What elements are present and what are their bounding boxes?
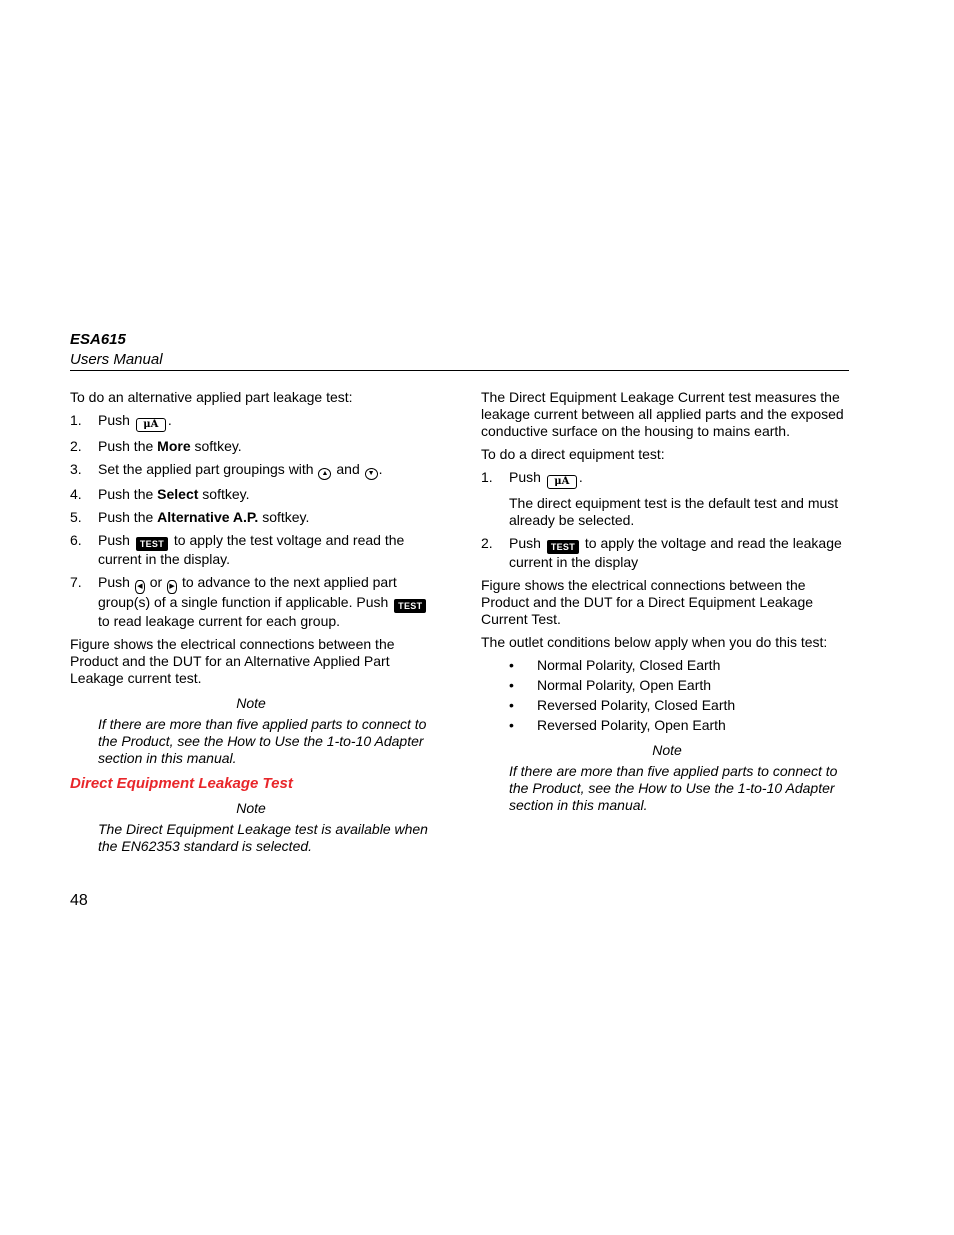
- step-text: and: [336, 461, 360, 477]
- note-title: Note: [236, 695, 266, 711]
- bullet-icon: •: [509, 677, 514, 693]
- list-item: [481, 677, 853, 694]
- step-text: Push: [98, 532, 130, 548]
- step-number: 7.: [70, 574, 82, 590]
- step-6: [70, 532, 432, 568]
- down-arrow-key-icon: ▼: [365, 468, 378, 480]
- figure-reference: Figure shows the electrical connections between the Product and the DUT for a Direct Equipment Leakage Current Test.: [481, 577, 814, 627]
- ua-key-icon: μA: [547, 475, 577, 489]
- test-key-icon: TEST: [547, 540, 579, 554]
- step-5: [70, 509, 432, 526]
- softkey-name: More: [157, 438, 191, 454]
- step-text: Push the: [98, 486, 158, 502]
- direct-test-intro: The Direct Equipment Leakage Current test measures the leakage current between all applied parts and the exposed conductive surface on the housing to mains earth.: [481, 389, 844, 439]
- step-text: Push: [509, 469, 541, 485]
- step-number: 3.: [70, 461, 82, 477]
- step-text: to apply the test voltage and read the current in the display.: [98, 532, 405, 567]
- note-text: If there are more than five applied parts to connect to the Product, see the How to Use the 1-to-10 Adapter section in this manual.: [98, 716, 427, 766]
- test-key-icon: TEST: [394, 599, 426, 613]
- page-number: 48: [70, 892, 88, 909]
- product-model: ESA615: [70, 331, 126, 348]
- step-number: 1.: [70, 412, 82, 428]
- step-number: 2.: [481, 535, 493, 551]
- step-text: .: [578, 469, 583, 485]
- step-text: softkey.: [258, 509, 310, 525]
- step-text: Push: [509, 535, 541, 551]
- note-text: The Direct Equipment Leakage test is available when the EN62353 standard is selected.: [98, 821, 428, 854]
- bullet-icon: •: [509, 657, 514, 673]
- alt-test-steps: [70, 412, 432, 630]
- up-arrow-key-icon: ▲: [318, 468, 331, 480]
- step-text: to read leakage current for each group.: [98, 613, 341, 629]
- right-column: [481, 389, 853, 820]
- step-7: [70, 574, 432, 630]
- section-heading: Direct Equipment Leakage Test: [70, 775, 293, 792]
- direct-test-steps: [481, 469, 853, 489]
- note-title: Note: [652, 742, 682, 758]
- step-text: Set the applied part groupings with: [98, 461, 314, 477]
- step-number: 6.: [70, 532, 82, 548]
- note-title: Note: [236, 800, 266, 816]
- list-item-text: Reversed Polarity, Closed Earth: [537, 697, 736, 713]
- bullet-icon: •: [509, 717, 514, 733]
- list-item: [481, 697, 853, 714]
- test-key-icon: TEST: [136, 537, 168, 551]
- step-1: [481, 469, 853, 489]
- bullet-icon: •: [509, 697, 514, 713]
- step-text: softkey.: [198, 486, 250, 502]
- page-header: [70, 331, 849, 369]
- step-text: Push: [98, 412, 130, 428]
- step-3: [70, 461, 432, 480]
- ua-key-icon: μA: [136, 418, 166, 432]
- softkey-name: Select: [157, 486, 199, 502]
- list-item-text: Reversed Polarity, Open Earth: [537, 717, 726, 733]
- step-text: to advance to the next applied part group(s) of a single function if applicable. Push: [98, 574, 397, 610]
- step-number: 2.: [70, 438, 82, 454]
- step-1: [70, 412, 432, 432]
- softkey-name: Alternative A.P.: [157, 509, 259, 525]
- right-arrow-key-icon: ▶: [167, 580, 177, 594]
- step-2: [481, 535, 853, 571]
- list-item-text: Normal Polarity, Open Earth: [537, 677, 712, 693]
- list-item: [481, 717, 853, 734]
- direct-test-steps-continued: [481, 535, 853, 571]
- step-4: [70, 486, 432, 503]
- step-text: .: [167, 412, 172, 428]
- step-number: 5.: [70, 509, 82, 525]
- step-number: 1.: [481, 469, 493, 485]
- step-text: Push the: [98, 438, 158, 454]
- outlet-conditions-intro: The outlet conditions below apply when you do this test:: [481, 634, 828, 650]
- manual-subtitle: Users Manual: [70, 351, 163, 368]
- step-text: softkey.: [190, 438, 242, 454]
- left-arrow-key-icon: ◀: [135, 580, 145, 594]
- direct-test-todo: To do a direct equipment test:: [481, 446, 665, 462]
- alt-test-intro: To do an alternative applied part leakage test:: [70, 389, 353, 405]
- step-text: to apply the voltage and read the leakage current in the display: [509, 535, 842, 570]
- note-text: If there are more than five applied parts to connect to the Product, see the How to Use the 1-to-10 Adapter section in this manual.: [509, 763, 838, 813]
- step-1-detail: The direct equipment test is the default test and must already be selected.: [509, 495, 839, 528]
- step-text: Push: [98, 574, 130, 590]
- left-column: [70, 389, 432, 861]
- step-text: or: [149, 574, 163, 590]
- figure-reference: Figure shows the electrical connections between the Product and the DUT for an Alternative Applied Part Leakage current test.: [70, 636, 395, 686]
- header-rule: [70, 370, 849, 371]
- list-item-text: Normal Polarity, Closed Earth: [537, 657, 721, 673]
- outlet-conditions-list: [481, 657, 853, 734]
- step-2: [70, 438, 432, 455]
- list-item: [481, 657, 853, 674]
- step-text: Push the: [98, 509, 158, 525]
- step-text: .: [378, 461, 383, 477]
- step-number: 4.: [70, 486, 82, 502]
